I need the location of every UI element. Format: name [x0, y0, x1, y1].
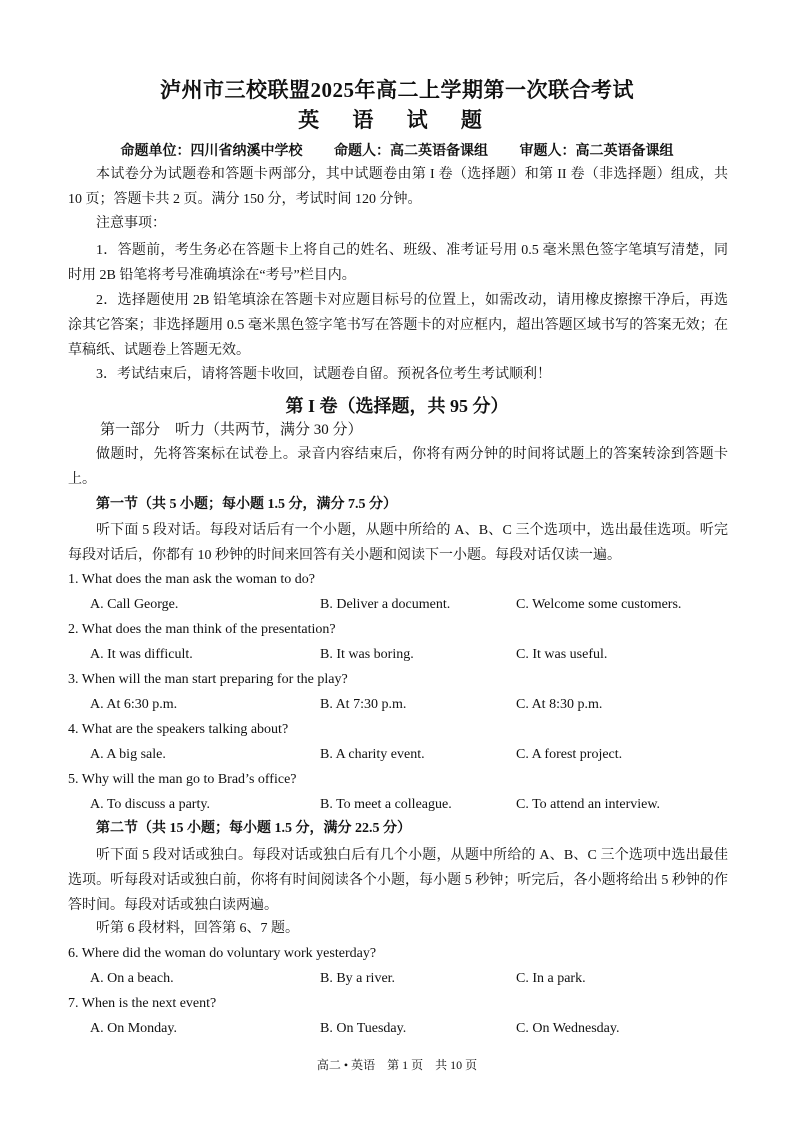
- exam-title: 泸州市三校联盟2025年高二上学期第一次联合考试: [160, 78, 634, 102]
- option-7b: B. On Tuesday.: [320, 1021, 407, 1036]
- option-1b: B. Deliver a document.: [320, 597, 451, 612]
- exam-subject: 英 语 试 题: [298, 108, 496, 132]
- option-3b: B. At 7:30 p.m.: [320, 697, 407, 712]
- option-5c: C. To attend an interview.: [516, 797, 661, 812]
- part1-instruction: 做题时，先将答案标在试卷上。录音内容结束后，你将有两分钟的时间将试题上的答案转涂到答题卡上。: [68, 447, 728, 487]
- question-6: 6. Where did the woman do voluntary work yesterday?: [68, 946, 377, 961]
- exam-credits: [0, 140, 794, 160]
- option-4b: B. A charity event.: [320, 747, 425, 762]
- credit-reviewer: 审题人：高二英语备课组: [519, 144, 674, 159]
- question-7: 7. When is the next event?: [68, 996, 217, 1011]
- option-5b: B. To meet a colleague.: [320, 797, 452, 812]
- option-4c: C. A forest project.: [516, 747, 623, 762]
- option-3a: A. At 6:30 p.m.: [90, 697, 178, 712]
- question-3: 3. When will the man start preparing for the play?: [68, 672, 348, 687]
- section1-instruction: 听下面 5 段对话。每段对话后有一个小题，从题中所给的 A、B、C 三个选项中，选出最佳选项。听完每段对话后，你都有 10 秒钟的时间来回答有关小题和阅读下一小题。每段对话仅读一遍。: [68, 523, 728, 563]
- part1-title: 第一部分 听力（共两节，满分 30 分）: [100, 422, 363, 438]
- section2-title: 第二节（共 15 小题；每小题 1.5 分，满分 22.5 分）: [96, 821, 411, 836]
- intro-paragraph: 本试卷分为试题卷和答题卡两部分，其中试题卷由第 I 卷（选择题）和第 II 卷（非选择题）组成，共 10 页；答题卡共 2 页。满分 150 分，考试时间 120 分钟。: [68, 167, 728, 207]
- question-1: 1. What does the man ask the woman to do?: [68, 572, 316, 587]
- section2-instruction: 听下面 5 段对话或独白。每段对话或独白后有几个小题，从题中所给的 A、B、C 三个选项中选出最佳选项。听每段对话或独白前，你将有时间阅读各个小题，每小题 5 秒钟；听完后，各小题将给出 5 秒钟的作答时间。每段对话或独白读两遍。: [68, 848, 728, 913]
- option-4a: A. A big sale.: [90, 747, 166, 762]
- note-2: 2．选择题使用 2B 铅笔填涂在答题卡对应题目标号的位置上，如需改动，请用橡皮擦擦干净后，再选涂其它答案；非选择题用 0.5 毫米黑色签字笔书写在答题卡的对应框内，超出答题区域书写的答案无效；在草稿纸、试题卷上答题无效。: [68, 293, 728, 358]
- option-6b: B. By a river.: [320, 971, 396, 986]
- option-6c: C. In a park.: [516, 971, 586, 986]
- volume-title: 第 I 卷（选择题，共 95 分）: [285, 396, 509, 416]
- option-7c: C. On Wednesday.: [516, 1021, 620, 1036]
- question-2: 2. What does the man think of the presentation?: [68, 622, 336, 637]
- material-note: 听第 6 段材料，回答第 6、7 题。: [96, 921, 299, 936]
- page-footer: 高二 • 英语 第 1 页 共 10 页: [316, 1058, 478, 1072]
- question-4: 4. What are the speakers talking about?: [68, 722, 289, 737]
- option-7a: A. On Monday.: [90, 1021, 177, 1036]
- option-3c: C. At 8:30 p.m.: [516, 697, 603, 712]
- option-1a: A. Call George.: [90, 597, 179, 612]
- section1-title: 第一节（共 5 小题；每小题 1.5 分，满分 7.5 分）: [96, 497, 397, 512]
- option-2a: A. It was difficult.: [90, 647, 193, 662]
- notes-title: 注意事项：: [96, 216, 166, 231]
- credit-unit: 命题单位：四川省纳溪中学校: [120, 144, 303, 159]
- option-2b: B. It was boring.: [320, 647, 414, 662]
- option-5a: A. To discuss a party.: [90, 797, 210, 812]
- note-3: 3．考试结束后，请将答题卡收回，试题卷自留。预祝各位考生考试顺利！: [96, 367, 551, 382]
- note-1: 1．答题前，考生务必在答题卡上将自己的姓名、班级、准考证号用 0.5 毫米黑色签字笔填写清楚，同时用 2B 铅笔将考号准确填涂在“考号”栏目内。: [68, 243, 728, 283]
- option-2c: C. It was useful.: [516, 647, 608, 662]
- question-5: 5. Why will the man go to Brad’s office?: [68, 772, 297, 787]
- option-6a: A. On a beach.: [90, 971, 174, 986]
- option-1c: C. Welcome some customers.: [516, 597, 682, 612]
- credit-author: 命题人：高二英语备课组: [334, 144, 488, 159]
